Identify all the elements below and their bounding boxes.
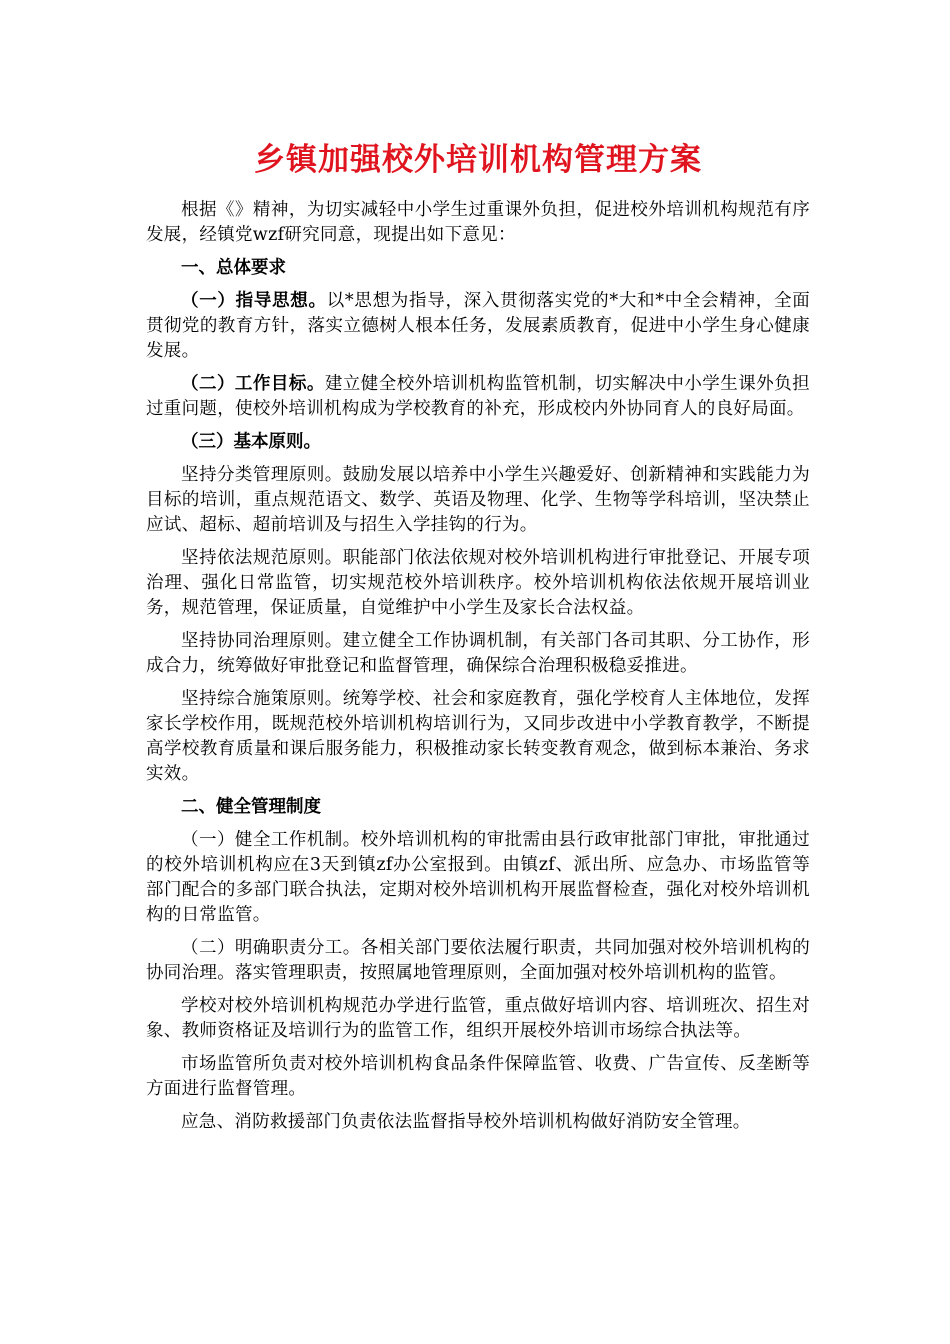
management-paragraph: 市场监管所负责对校外培训机构食品条件保障监管、收费、广告宣传、反垄断等方面进行监督管理。 bbox=[146, 1054, 810, 1099]
basic-principles-heading: （三）基本原则。 bbox=[181, 432, 321, 452]
work-goal-paragraph bbox=[146, 372, 810, 422]
management-paragraph: （二）明确职责分工。各相关部门要依法履行职责，共同加强对校外培训机构的协同治理。落实管理职责，按照属地管理原则，全面加强对校外培训机构的监管。 bbox=[146, 938, 810, 983]
section-heading-management-system: 二、健全管理制度 bbox=[181, 797, 321, 817]
section-heading-general-requirements: 一、总体要求 bbox=[181, 258, 286, 278]
management-paragraph: 应急、消防救援部门负责依法监督指导校外培训机构做好消防安全管理。 bbox=[181, 1112, 751, 1132]
principle-paragraph: 坚持综合施策原则。统筹学校、社会和家庭教育，强化学校育人主体地位，发挥家长学校作用，既规范校外培训机构培训行为，又同步改进中小学教育教学，不断提高学校教育质量和课后服务能力，积极推动家长转变教育观念，做到标本兼治、务求实效。 bbox=[146, 689, 810, 784]
principle-paragraph: 坚持协同治理原则。建立健全工作协调机制，有关部门各司其职、分工协作，形成合力，统筹做好审批登记和监督管理，确保综合治理积极稳妥推进。 bbox=[146, 631, 810, 676]
principle-paragraph: 坚持分类管理原则。鼓励发展以培养中小学生兴趣爱好、创新精神和实践能力为目标的培训，重点规范语文、数学、英语及物理、化学、生物等学科培训，坚决禁止应试、超标、超前培训及与招生入学挂钩的行为。 bbox=[146, 465, 810, 535]
intro-paragraph: 根据《》精神，为切实减轻中小学生过重课外负担，促进校外培训机构规范有序发展，经镇党wzf研究同意，现提出如下意见： bbox=[146, 200, 810, 245]
principle-paragraph: 坚持依法规范原则。职能部门依法依规对校外培训机构进行审批登记、开展专项治理、强化日常监管，切实规范校外培训秩序。校外培训机构依法依规开展培训业务，规范管理，保证质量，自觉维护中小学生及家长合法权益。 bbox=[146, 548, 810, 618]
document-title: 乡镇加强校外培训机构管理方案 bbox=[254, 142, 702, 178]
management-paragraph: （一）健全工作机制。校外培训机构的审批需由县行政审批部门审批，审批通过的校外培训机构应在3天到镇zf办公室报到。由镇zf、派出所、应急办、市场监管等部门配合的多部门联合执法，定期对校外培训机构开展监督检查，强化对校外培训机构的日常监管。 bbox=[146, 830, 810, 925]
document-page bbox=[146, 138, 810, 1143]
guiding-ideology-paragraph bbox=[146, 289, 810, 364]
guiding-ideology-text: 以*思想为指导，深入贯彻落实党的*大和*中全会精神，全面贯彻党的教育方针，落实立德树人根本任务，发展素质教育，促进中小学生身心健康发展。 bbox=[146, 291, 810, 361]
guiding-ideology-lead: （一）指导思想。 bbox=[181, 291, 327, 311]
work-goal-lead: （二）工作目标。 bbox=[181, 374, 325, 394]
management-paragraph: 学校对校外培训机构规范办学进行监管，重点做好培训内容、培训班次、招生对象、教师资格证及培训行为的监管工作，组织开展校外培训市场综合执法等。 bbox=[146, 996, 810, 1041]
work-goal-text: 建立健全校外培训机构监管机制，切实解决中小学生课外负担过重问题，使校外培训机构成为学校教育的补充，形成校内外协同育人的良好局面。 bbox=[146, 374, 810, 419]
